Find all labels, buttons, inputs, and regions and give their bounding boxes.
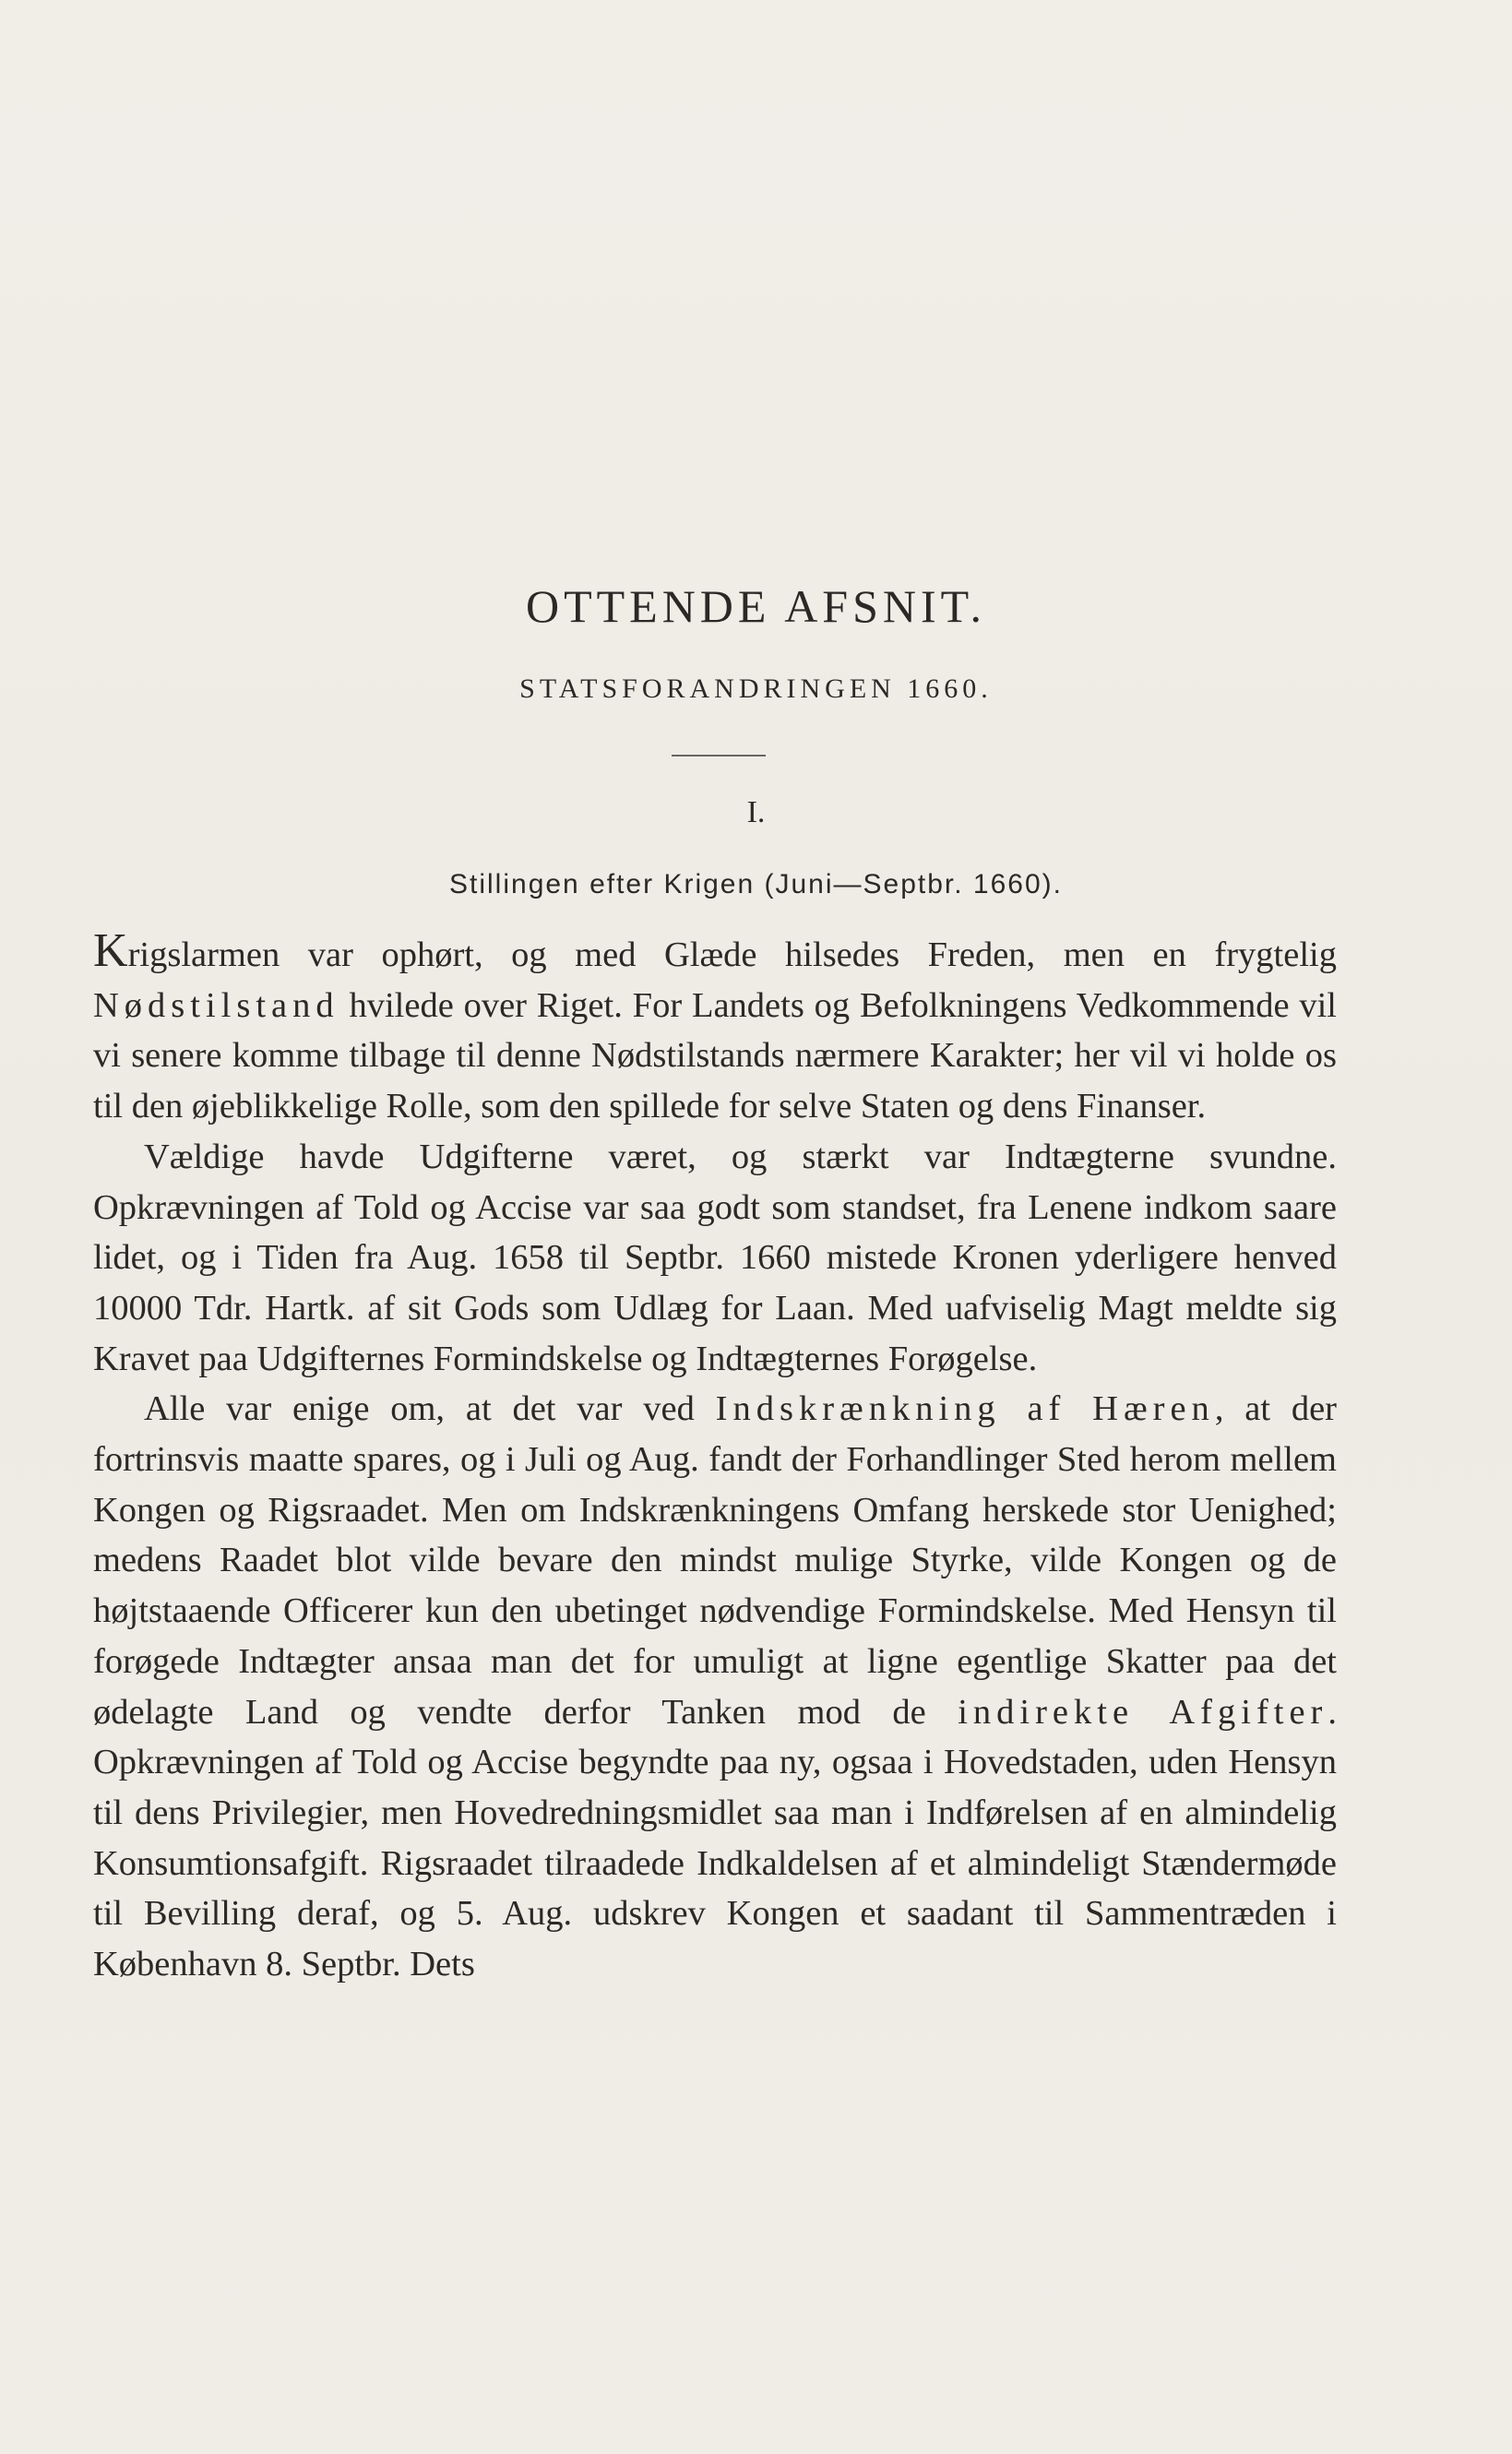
text-segment: , at der fortrinsvis maatte spares, og i Juli og Aug. fandt der Forhandlinger Sted herom mellem Kongen og Rigsraadet. Men om Indskrænkningens Omfang herskede stor Uenighed; medens Raadet blot vilde bevare den mindst mulige Styrke, vilde Kongen og de højtstaaende Officerer kun den ubetinget nødvendige Formindskelse. Med Hensyn til forøgede Indtægter ansaa man det for umuligt at ligne egentlige Skatter paa det ødelagte Land og vendte derfor Tanken mod de xyxy=(93,1389,1337,1732)
initial-letter: K xyxy=(93,924,128,977)
chapter-subtitle: STATSFORANDRINGEN 1660. xyxy=(519,673,993,704)
text-segment: . Opkrævningen af Told og Accise begyndte paa ny, ogsaa i Hovedstaden, uden Hensyn til dens Privilegier, men Hovedredningsmidlet saa man i Indførelsen af en almindelig Konsumtionsafgift. Rigsraadet tilraadede Indkaldelsen af et almindeligt Stændermøde til Bevilling deraf, og 5. Aug. udskrev Kongen et saadant til Sammentræden i København 8. Septbr. Dets xyxy=(93,1692,1337,1984)
section-number: I. xyxy=(746,795,766,829)
section-divider xyxy=(672,755,766,756)
text-segment: rigslarmen var ophørt, og med Glæde hilsedes Freden, men en frygtelig xyxy=(127,935,1337,974)
paragraph xyxy=(93,924,1337,1132)
spaced-emphasis: Indskrænkning af Hæren xyxy=(715,1389,1215,1429)
chapter-title: OTTENDE AFSNIT. xyxy=(525,580,987,632)
body-text xyxy=(93,924,1337,1990)
spaced-emphasis: indirekte Afgifter xyxy=(958,1692,1328,1732)
text-segment: hvilede over Riget. For Landets og Befolkningens Vedkommende vil vi senere komme tilbage til denne Nødstilstands nærmere Karakter; her vil vi holde os til den øjeblikkelige Rolle, som den spillede for selve Staten og dens Finanser. xyxy=(93,985,1337,1126)
paragraph xyxy=(93,1132,1337,1385)
section-heading: Stillingen efter Krigen (Juni—Septbr. 1660). xyxy=(449,869,1063,899)
text-segment: Alle var enige om, at det var ved xyxy=(144,1389,716,1429)
text-segment: Vældige havde Udgifterne været, og stærkt var Indtægterne svundne. Opkrævningen af Told og Accise var saa godt som standset, fra Lenene indkom saare lidet, og i Tiden fra Aug. 1658 til Septbr. 1660 mistede Kronen yderligere henved 10000 Tdr. Hartk. af sit Gods som Udlæg for Laan. Med uafviselig Magt meldte sig Kravet paa Udgifternes Formindskelse og Indtægternes Forøgelse. xyxy=(93,1137,1337,1378)
spaced-emphasis: Nødstilstand xyxy=(93,985,339,1025)
paragraph xyxy=(93,1384,1337,1989)
